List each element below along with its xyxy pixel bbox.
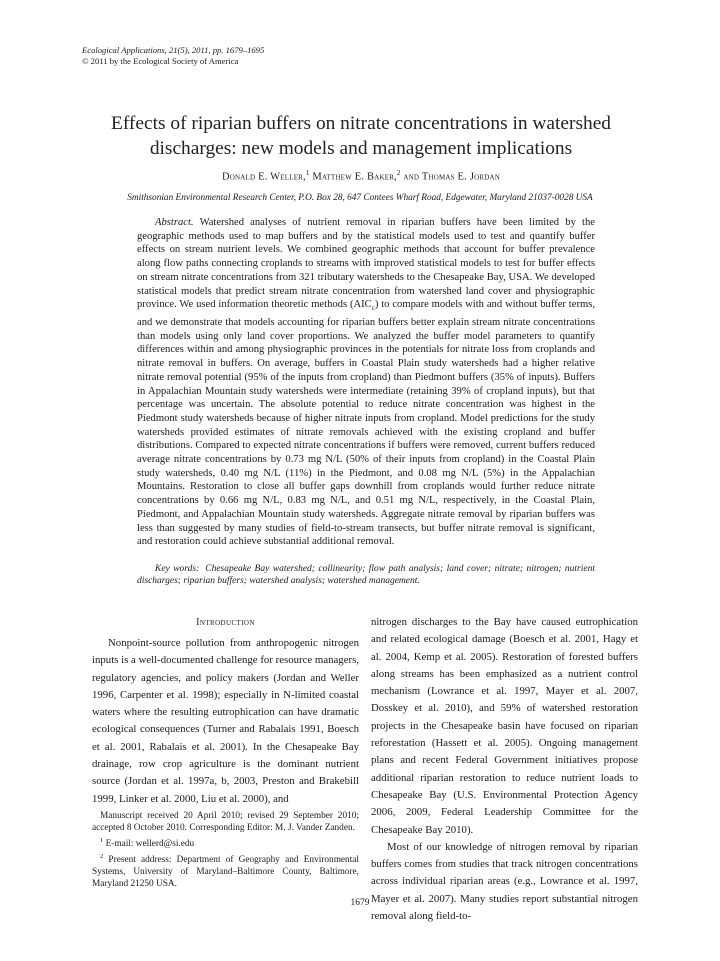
- title-line-2: discharges: new models and management implications: [149, 138, 573, 159]
- author-list: [82, 169, 640, 183]
- journal-header: [82, 45, 264, 67]
- footnote-1: [92, 835, 359, 851]
- keywords: [137, 563, 595, 587]
- footnote-2: [92, 851, 359, 891]
- footnote-2-mark: 2: [100, 852, 104, 860]
- abstract-text-part2: ) to compare models with and without buffer terms, and we demonstrate that models accounting for riparian buffers better explain stream nitrate concentrations than models using only land cover proportions. We analyzed the buffer model parameters to quantify differences within and among physiographic provinces in the potentials for nitrate loss from croplands and nitrate removal in buffers. On average, buffers in Coastal Plain study watersheds had a higher relative nitrate removal potential (95% of the inputs from cropland) than Piedmont buffers (35% of inputs). Buffers in Appalachian Mountain study watersheds were intermediate (retaining 39% of cropland inputs), but that percentage was uncertain. The absolute potential to reduce nitrate concentration was highest in the Piedmont study watersheds because of higher nitrate inputs from cropland. Model predictions for the study watersheds provided estimates of nitrate removals achieved with the existing cropland and buffer distributions. Compared to expected nitrate concentrations if buffers were removed, current buffers reduced average nitrate concentrations by 0.73 mg N/L (50% of their inputs from cropland) in the Coastal Plain study watersheds, 0.40 mg N/L (11%) in the Piedmont, and 0.08 mg N/L (5%) in the Appalachian Mountains. Restoration to close all buffer gaps downhill from croplands would further reduce nitrate concentrations by 0.66 mg N/L, 0.83 mg N/L, and 0.51 mg N/L, respectively, in the Coastal Plain, Piedmont, and Appalachian Mountain study watersheds. Aggregate nitrate removal by riparian buffers was less than suggested by many studies of field-to-stream transects, but buffer nitrate removal is significant, and restoration could achieve substantial additional removal.: [137, 299, 595, 548]
- abstract: [137, 216, 595, 549]
- intro-paragraph-2: Most of our knowledge of nitrogen removal by riparian buffers comes from studies that track nitrogen concentrations across individual riparian areas (e.g., Lowrance et al. 1997, Mayer et al. 2007). Many studies report substantial nitrogen removal along field-to-: [371, 840, 638, 923]
- abstract-label: Abstract.: [155, 217, 194, 228]
- affiliation: Smithsonian Environmental Research Center, P.O. Box 28, 647 Contees Wharf Road, Edgewater, Maryland 21037-0028 USA: [127, 193, 593, 203]
- abstract-subscript: c: [371, 304, 375, 313]
- author-connector: and: [403, 171, 420, 183]
- page-number: 1679: [350, 898, 370, 908]
- author-weller: Donald E. Weller,: [221, 171, 306, 183]
- author-baker-footnote-mark: 2: [396, 169, 401, 177]
- article-title: [82, 111, 640, 161]
- journal-citation: Ecological Applications, 21(5), 2011, pp. 1679–1695: [82, 45, 265, 55]
- footnote-1-mark: 1: [100, 836, 104, 844]
- keywords-label: Key words:: [155, 564, 200, 574]
- abstract-text-part1: Watershed analyses of nutrient removal in riparian buffers have been limited by the geographic methods used to map buffers and by the statistical models used to test and quantify buffer effects on stream nutrient levels. We combined geographic methods that account for buffer prevalence along flow paths connecting croplands to streams with improved statistical models to test for buffer effects on stream nitrate concentrations from 321 tributary watersheds to the Chesapeake Bay, USA. We developed statistical models that predict stream nitrate concentration from watershed land cover and physiographic province. We used information theoretic methods (AIC: [137, 217, 595, 311]
- copyright-notice: © 2011 by the Ecological Society of America: [82, 56, 239, 66]
- title-line-1: Effects of riparian buffers on nitrate concentrations in watershed: [110, 113, 612, 134]
- intro-paragraph-1-continued: nitrogen discharges to the Bay have caused eutrophication and related ecological damage (Boesch et al. 2001, Hagy et al. 2004, Kemp et al. 2005). Restoration of forested buffers along streams has been emphasized as a nutrient control mechanism (Lowrance et al. 1997, Mayer et al. 2007, Dosskey et al. 2010), and 59% of watershed restoration projects in the Chesapeake basin have focused on riparian reforestation (Hassett et al. 2005). Ongoing management plans and recent Federal Government initiatives propose additional riparian restoration to reduce nutrient loads to Chesapeake Bay (U.S. Environmental Protection Agency 2006, 2009, Federal Leadership Committee for the Chesapeake Bay 2010).: [371, 616, 638, 836]
- author-weller-footnote-mark: 1: [305, 169, 310, 177]
- footnotes: [92, 811, 359, 891]
- section-heading-introduction: Introduction: [196, 617, 255, 628]
- keywords-text: Chesapeake Bay watershed; collinearity; flow path analysis; land cover; nitrate; nitrogen; nutrient discharges; riparian buffers; watershed analysis; watershed management.: [137, 564, 595, 587]
- author-jordan: Thomas E. Jordan: [421, 171, 500, 183]
- left-column: [92, 614, 359, 808]
- author-baker: Matthew E. Baker,: [312, 171, 397, 183]
- right-column: [371, 614, 638, 925]
- footnote-1-email: E-mail: wellerd@si.edu: [103, 838, 195, 849]
- manuscript-received-note: Manuscript received 20 April 2010; revised 29 September 2010; accepted 8 October 2010. Corresponding Editor: M. J. Vander Zanden.: [92, 811, 359, 833]
- footnote-2-address: Present address: Department of Geography and Environmental Systems, University of Maryland–Baltimore County, Baltimore, Maryland 21250 USA.: [92, 854, 359, 889]
- intro-paragraph-1: Nonpoint-source pollution from anthropogenic nitrogen inputs is a well-documented challenge for resource managers, regulatory agencies, and policy makers (Jordan and Weller 1996, Carpenter et al. 1998); especially in N-limited coastal waters where the resulting eutrophication can have dramatic ecological consequences (Turner and Rabalais 1991, Boesch et al. 2001, Rabalais et al. 2001). In the Chesapeake Bay drainage, row crop agriculture is the dominant nutrient source (Jordan et al. 1997a, b, 2003, Preston and Brakebill 1999, Linker et al. 2000, Liu et al. 2000), and: [92, 637, 359, 805]
